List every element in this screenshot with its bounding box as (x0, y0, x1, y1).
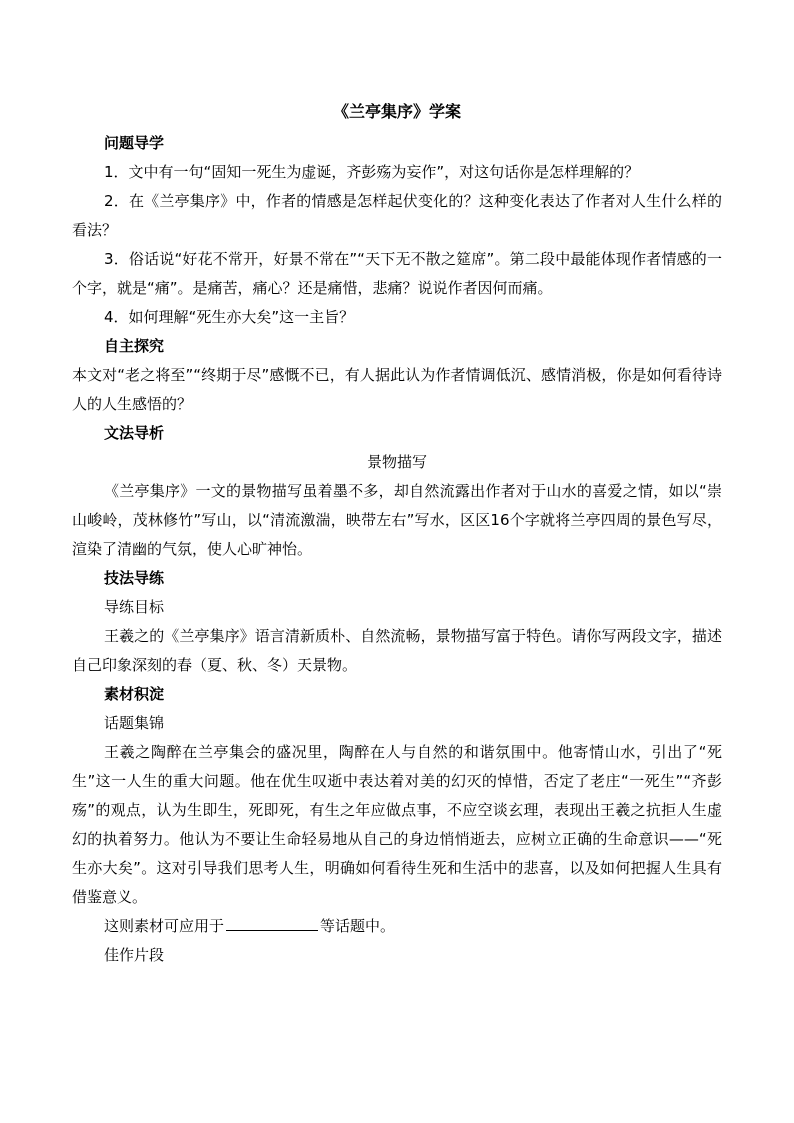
section-heading-wenti: 问题导学 (104, 134, 165, 152)
sucai-paragraph: 王羲之陶醉在兰亭集会的盛况里，陶醉在人与自然的和谐氛围中。他寄情山水，引出了“死生”这一人生的重大问题。他在优生叹逝中表达着对美的幻灭的悼惜，否定了老庄“一死生”“齐彭殇”的观点，认为生即生，死即死，有生之年应做点事，不应空谈玄理，表现出王羲之抗拒人生虚幻的执着努力。他认为不要让生命轻易地从自己的身边悄悄逝去，应树立正确的生命意识——“死生亦大矣”。这对引导我们思考人生，明确如何看待生死和生活中的悲喜，以及如何把握人生具有借鉴意义。 (72, 743, 722, 906)
section-heading-jifa: 技法导练 (104, 569, 165, 587)
wenfa-paragraph: 《兰亭集序》一文的景物描写虽着墨不多，却自然流露出作者对于山水的喜爱之情，如以“崇山峻岭，茂林修竹”写山，以“清流激湍，映带左右”写水，区区16个字就将兰亭四周的景色写尽，渲染了清幽的气氛，使人心旷神怡。 (72, 482, 722, 558)
jifa-subtitle: 导练目标 (104, 598, 165, 616)
section-heading-sucai: 素材积淀 (104, 685, 165, 703)
question-1: 1．文中有一句“固知一死生为虚诞，齐彭殇为妄作”，对这句话你是怎样理解的？ (104, 163, 640, 181)
question-3: 3．俗话说“好花不常开，好景不常在”“天下无不散之筵席”。第二段中最能体现作者情感的一个字，就是“痛”。是痛苦，痛心？还是痛惜，悲痛？说说作者因何而痛。 (72, 250, 722, 297)
sucai-subtitle: 话题集锦 (104, 714, 165, 732)
question-2: 2．在《兰亭集序》中，作者的情感是怎样起伏变化的？这种变化表达了作者对人生什么样的看法？ (72, 192, 722, 239)
question-4: 4．如何理解“死生亦大矣”这一主旨？ (104, 308, 355, 326)
document-title: 《兰亭集序》学案 (332, 102, 461, 121)
document-page (72, 95, 722, 970)
section-heading-zizhu: 自主探究 (104, 337, 165, 355)
jiazuo-subtitle: 佳作片段 (104, 946, 165, 964)
apply-prefix: 这则素材可应用于 (104, 917, 225, 935)
jifa-paragraph: 王羲之的《兰亭集序》语言清新质朴、自然流畅，景物描写富于特色。请你写两段文字，描述自己印象深刻的春（夏、秋、冬）天景物。 (72, 627, 722, 674)
zizhu-paragraph: 本文对“老之将至”“终期于尽”感慨不已，有人据此认为作者情调低沉、感情消极，你是如何看待诗人的人生感悟的？ (72, 366, 722, 413)
apply-line (72, 912, 722, 941)
wenfa-subtitle: 景物描写 (366, 453, 427, 471)
section-heading-wenfa: 文法导析 (104, 424, 165, 442)
fill-in-blank[interactable] (226, 916, 318, 931)
apply-suffix: 等话题中。 (320, 917, 396, 935)
